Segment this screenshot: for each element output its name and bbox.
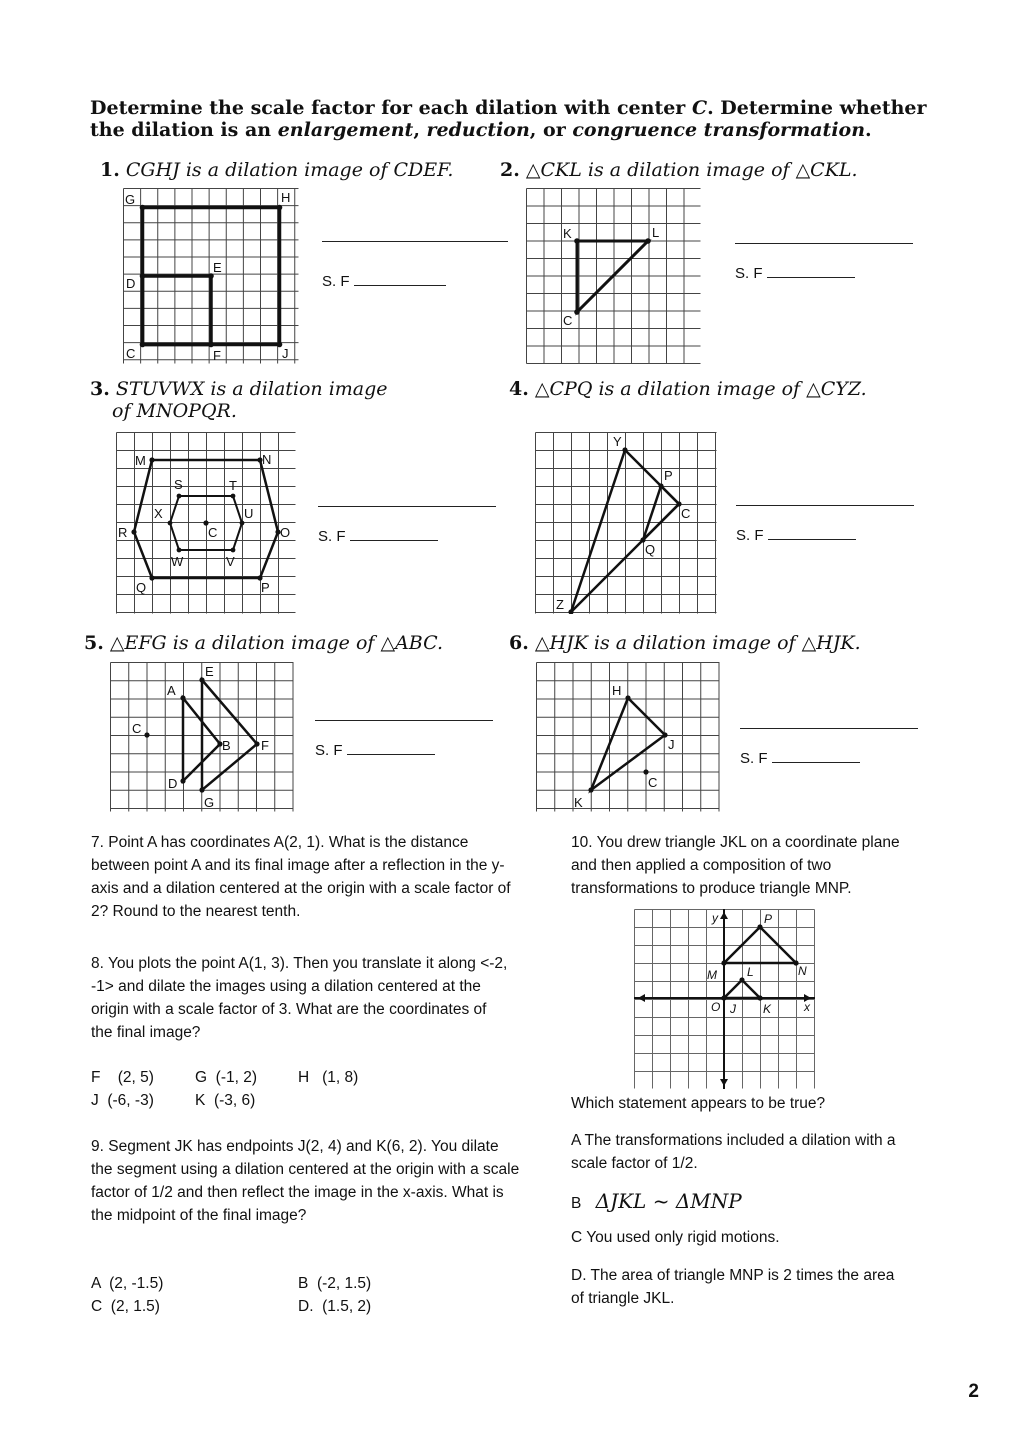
scale-factor-blank-2[interactable] bbox=[767, 264, 855, 278]
instructions-or: , or bbox=[529, 119, 573, 141]
graph-5 bbox=[110, 662, 294, 812]
label-y-axis: y bbox=[712, 911, 718, 925]
answer-line-3[interactable] bbox=[318, 506, 496, 507]
problem-4-title bbox=[509, 378, 867, 400]
problem-5-number: 5. bbox=[84, 632, 104, 654]
problem-5-text: △EFG is a dilation image of △ABC. bbox=[109, 632, 444, 654]
label-p: P bbox=[664, 468, 673, 483]
problem-6-number: 6. bbox=[509, 632, 529, 654]
label-g: G bbox=[125, 192, 136, 207]
label-g: G bbox=[204, 795, 215, 810]
problem-2-number: 2. bbox=[500, 159, 520, 181]
label-c: C bbox=[132, 721, 142, 736]
problem-3-text-2: of MNOPQR. bbox=[112, 400, 237, 422]
scale-factor-blank-4[interactable] bbox=[768, 526, 856, 540]
label-x-axis: x bbox=[804, 1000, 810, 1014]
q9-option-c[interactable]: C (2, 1.5) bbox=[91, 1298, 160, 1315]
instructions-end: . bbox=[865, 119, 872, 141]
label-q: Q bbox=[136, 580, 147, 595]
scale-factor-blank-6[interactable] bbox=[772, 749, 860, 763]
graph-4 bbox=[535, 432, 717, 614]
label-j: J bbox=[282, 346, 289, 361]
q8-option-g[interactable]: G (-1, 2) bbox=[195, 1069, 258, 1086]
label-e: E bbox=[213, 260, 222, 275]
page-number: 2 bbox=[968, 1381, 979, 1402]
q8-option-h[interactable]: H (1, 8) bbox=[298, 1069, 359, 1086]
q10-option-b[interactable] bbox=[571, 1186, 742, 1219]
answer-line-4[interactable] bbox=[736, 505, 914, 506]
instructions-text-2: . Determine whether the dilation is an bbox=[90, 97, 927, 141]
label-k: K bbox=[763, 1002, 772, 1016]
instructions-comma: , bbox=[413, 119, 427, 141]
label-q: Q bbox=[645, 542, 656, 557]
problem-3-text: STUVWX is a dilation image bbox=[115, 378, 388, 400]
label-u: U bbox=[244, 506, 254, 521]
label-d: D bbox=[126, 276, 136, 291]
scale-factor-3 bbox=[318, 527, 438, 545]
label-r: R bbox=[118, 525, 128, 540]
label-p: P bbox=[764, 912, 773, 926]
answer-line-2[interactable] bbox=[735, 243, 913, 244]
graph-2 bbox=[526, 188, 701, 364]
x-axis-arrow-left bbox=[638, 994, 645, 1002]
q8-option-j[interactable]: J (-6, -3) bbox=[91, 1092, 154, 1109]
sf-label-2: S. F bbox=[735, 265, 763, 282]
q9-option-d[interactable]: D. (1.5, 2) bbox=[298, 1298, 372, 1315]
graph-10 bbox=[634, 909, 815, 1089]
label-f: F bbox=[261, 738, 269, 753]
problem-5-title bbox=[84, 632, 443, 654]
sf-label-1: S. F bbox=[322, 273, 350, 290]
label-o: O bbox=[711, 1000, 721, 1014]
problem-2-text: △CKL is a dilation image of △CKL. bbox=[525, 159, 858, 181]
label-a: A bbox=[167, 683, 176, 698]
answer-line-1[interactable] bbox=[322, 241, 508, 242]
scale-factor-1 bbox=[322, 272, 446, 290]
scale-factor-2 bbox=[735, 264, 855, 282]
label-h: H bbox=[281, 190, 291, 205]
label-c: C bbox=[681, 506, 691, 521]
label-l: L bbox=[747, 965, 754, 979]
answer-line-5[interactable] bbox=[315, 720, 493, 721]
rect-cdef bbox=[143, 276, 212, 345]
label-t: T bbox=[229, 478, 237, 493]
label-c: C bbox=[126, 346, 136, 361]
problem-4-text: △CPQ is a dilation image of △CYZ. bbox=[534, 378, 867, 400]
graph-6 bbox=[536, 662, 720, 812]
instructions-reduction: reduction bbox=[426, 119, 530, 141]
q10-option-d[interactable]: D. The area of triangle MNP is 2 times the area of triangle JKL. bbox=[571, 1267, 895, 1307]
scale-factor-blank-5[interactable] bbox=[347, 741, 435, 755]
q10-option-a[interactable]: A The transformations included a dilation with a scale factor of 1/2. bbox=[571, 1132, 896, 1172]
label-o: O bbox=[280, 525, 291, 540]
sf-label-5: S. F bbox=[315, 742, 343, 759]
label-m: M bbox=[135, 453, 146, 468]
problem-1-number: 1. bbox=[100, 159, 120, 181]
label-k: K bbox=[563, 226, 572, 241]
sf-label-4: S. F bbox=[736, 527, 764, 544]
label-n: N bbox=[262, 452, 272, 467]
scale-factor-blank-1[interactable] bbox=[354, 272, 446, 286]
label-w: W bbox=[171, 554, 184, 569]
question-7: 7. Point A has coordinates A(2, 1). What is the distance between point A and its final image after a reflection in the y-axis and a dilation centered at the origin with a scale factor of 2? Round to the nearest tenth. bbox=[91, 834, 511, 920]
instructions-congruence: congruence transformation bbox=[572, 119, 866, 141]
y-axis-arrow-down bbox=[720, 1079, 728, 1086]
problem-6-title bbox=[509, 632, 861, 654]
question-8: 8. You plots the point A(1, 3). Then you translate it along <-2, -1> and dilate the images using a dilation centered at the origin with a scale factor of 3. What are the coordinates of the final image? bbox=[91, 955, 508, 1041]
y-axis-arrow-up bbox=[720, 912, 728, 919]
label-m: M bbox=[707, 968, 717, 982]
label-e: E bbox=[205, 664, 214, 679]
label-b: B bbox=[222, 738, 231, 753]
q10-option-b-statement: ΔJKL ~ ΔMNP bbox=[595, 1189, 742, 1213]
problem-6-text: △HJK is a dilation image of △HJK. bbox=[534, 632, 861, 654]
instructions bbox=[90, 97, 930, 141]
problem-3-title bbox=[90, 378, 420, 422]
q10-option-c[interactable]: C You used only rigid motions. bbox=[571, 1229, 780, 1246]
problem-1-title bbox=[100, 159, 453, 181]
q9-option-b[interactable]: B (-2, 1.5) bbox=[298, 1275, 372, 1292]
graph-1 bbox=[123, 188, 299, 364]
instructions-center: C bbox=[691, 97, 708, 119]
label-j: J bbox=[730, 1002, 736, 1016]
problem-2-title bbox=[500, 159, 858, 181]
graph-3 bbox=[116, 432, 296, 614]
label-j: J bbox=[668, 737, 675, 752]
q10-prompt: Which statement appears to be true? bbox=[571, 1095, 826, 1112]
label-c: C bbox=[563, 313, 573, 328]
problem-1-text: CGHJ is a dilation image of CDEF. bbox=[125, 159, 454, 181]
label-c: C bbox=[648, 775, 658, 790]
problem-3-number: 3. bbox=[90, 378, 110, 400]
scale-factor-4 bbox=[736, 526, 856, 544]
label-y: Y bbox=[613, 434, 622, 449]
instructions-enlargement: enlargement bbox=[277, 119, 414, 141]
label-d: D bbox=[168, 776, 178, 791]
label-c: C bbox=[208, 525, 218, 540]
sf-label-3: S. F bbox=[318, 528, 346, 545]
label-p: P bbox=[261, 580, 270, 595]
label-x: X bbox=[154, 506, 163, 521]
question-9: 9. Segment JK has endpoints J(2, 4) and K(6, 2). You dilate the segment using a dilation centered at the origin with a scale factor of 1/2 and then reflect the image in the x-axis. What is the midpoint of the final image? bbox=[91, 1138, 520, 1224]
label-z: Z bbox=[556, 597, 564, 612]
q8-option-k[interactable]: K (-3, 6) bbox=[195, 1092, 256, 1109]
label-k: K bbox=[574, 795, 583, 810]
label-n: N bbox=[798, 964, 807, 978]
q9-option-a[interactable]: A (2, -1.5) bbox=[91, 1275, 164, 1292]
scale-factor-5 bbox=[315, 741, 435, 759]
problem-4-number: 4. bbox=[509, 378, 529, 400]
scale-factor-6 bbox=[740, 749, 860, 767]
label-v: V bbox=[226, 554, 235, 569]
label-s: S bbox=[174, 477, 183, 492]
label-h: H bbox=[612, 683, 622, 698]
label-f: F bbox=[213, 348, 221, 363]
scale-factor-blank-3[interactable] bbox=[350, 527, 438, 541]
label-l: L bbox=[652, 225, 660, 240]
instructions-text: Determine the scale factor for each dilation with center bbox=[90, 97, 692, 119]
sf-label-6: S. F bbox=[740, 750, 768, 767]
question-10: 10. You drew triangle JKL on a coordinate plane and then applied a composition of two transformations to produce triangle MNP. bbox=[571, 834, 900, 897]
q10-option-b-letter: B bbox=[571, 1195, 582, 1212]
q8-option-f[interactable]: F (2, 5) bbox=[91, 1069, 154, 1086]
answer-line-6[interactable] bbox=[740, 728, 918, 729]
